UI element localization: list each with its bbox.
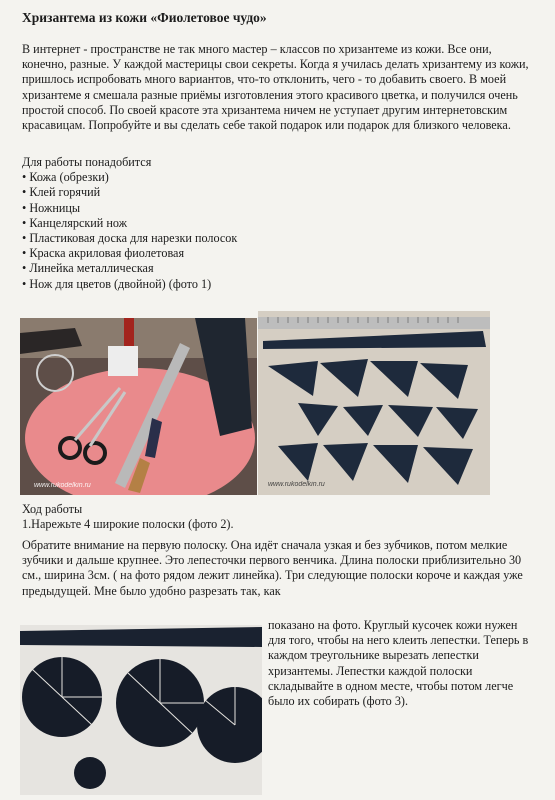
photo-watermark: www.rukodelkin.ru [268, 481, 325, 488]
list-item: • Кожа (обрезки) [22, 170, 237, 185]
step-1-details: Обратите внимание на первую полоску. Она идёт сначала узкая и без зубчиков, потом мелкие зубчики и дальше крупнее. Это лепесточки первого венчика. Длина полоски приблизительно 30 см., ширина 3см. ( на фото рядом лежит линейка). Три следующие полоски короче и каждая уже предыдущей. Мне было удобно разрезать так, как [22, 538, 523, 598]
list-item: • Пластиковая доска для нарезки полосок [22, 231, 237, 246]
materials-list [22, 170, 237, 292]
list-item: • Краска акриловая фиолетовая [22, 246, 237, 261]
photo-strips-graphic [258, 311, 490, 495]
list-item: • Нож для цветов (двойной) (фото 1) [22, 277, 237, 292]
photo-watermark: www.rukodelkin.ru [34, 482, 91, 489]
photo-tools [20, 318, 257, 495]
photo-tools-graphic [20, 318, 257, 495]
list-item: • Клей горячий [22, 185, 237, 200]
materials-section [22, 155, 237, 292]
list-item: • Линейка металлическая [22, 261, 237, 276]
list-item: • Канцелярский нож [22, 216, 237, 231]
intro-paragraph: В интернет - пространстве не так много мастер – классов по хризантеме из кожи. Все они, конечно, разные. У каждой мастерицы свои секреты. Когда я училась делать хризантему из кожи, пришлось испробовать много вариантов, что-то отклонить, чего - то добавить своего. В моей хризантеме я смешала разные приёмы изготовления этого красивого цветка, и получился очень простой способ. По своей красоте эта хризантема ничем не уступает другим интернетовским красавицам. Попробуйте и вы сделать себе такой подарок или подарок для близкого человека. [22, 42, 529, 133]
photo-strips [258, 311, 490, 495]
work-section [22, 502, 234, 532]
page-title: Хризантема из кожи «Фиолетовое чудо» [22, 10, 267, 25]
work-heading: Ход работы [22, 502, 83, 516]
step-1: 1.Нарежьте 4 широкие полоски (фото 2). [22, 517, 234, 532]
photo-petals-graphic [20, 625, 262, 795]
photo-petals [20, 625, 262, 795]
step-1-continued: показано на фото. Круглый кусочек кожи нужен для того, чтобы на него клеить лепестки. Теперь в каждом треугольнике вырезать лепестки хризантемы. Лепестки каждой полоски складывайте в одном месте, чтобы потом легче было их собирать (фото 3). [268, 618, 529, 709]
list-item: • Ножницы [22, 201, 237, 216]
materials-heading: Для работы понадобится [22, 155, 152, 169]
